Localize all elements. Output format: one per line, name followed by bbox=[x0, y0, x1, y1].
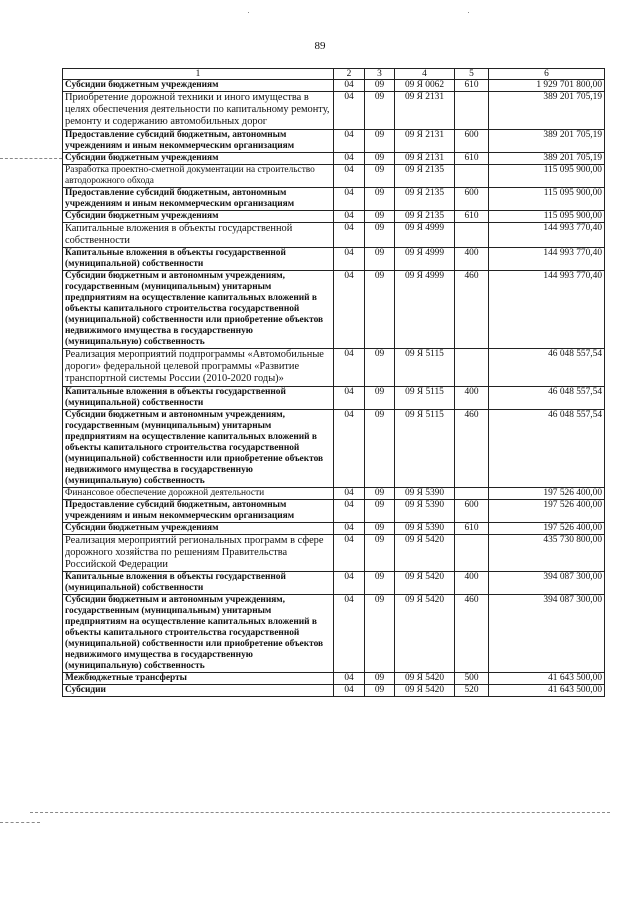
row-value-cell: 09 bbox=[365, 534, 395, 572]
row-value-cell: 09 Я 5420 bbox=[395, 534, 455, 572]
row-value-cell: 04 bbox=[334, 349, 365, 387]
row-value-cell: 09 bbox=[365, 386, 395, 409]
row-value-cell: 09 Я 5420 bbox=[395, 572, 455, 595]
column-header: 3 bbox=[365, 69, 395, 80]
table-row bbox=[63, 673, 605, 685]
column-header: 6 bbox=[489, 69, 605, 80]
row-name-cell: Предоставление субсидий бюджетным, автономным учреждениям и иным некоммерческим организациям bbox=[63, 499, 334, 522]
table-row bbox=[63, 685, 605, 697]
row-value-cell bbox=[455, 534, 489, 572]
row-name-cell: Субсидии бюджетным и автономным учреждениям, государственным (муниципальным) унитарным предприятиям на осуществление капитальных вложений в объекты капитального строительства государственной (муниципальной) собственности или приобретение объектов недвижимого имущества в государственную (муниципальную) собственность bbox=[63, 595, 334, 673]
row-value-cell: 09 bbox=[365, 487, 395, 499]
table-row bbox=[63, 210, 605, 222]
row-name-cell: Субсидии бюджетным учреждениям bbox=[63, 210, 334, 222]
row-value-cell: 115 095 900,00 bbox=[489, 187, 605, 210]
scan-dash-line bbox=[0, 822, 40, 823]
row-value-cell: 04 bbox=[334, 80, 365, 92]
row-name-cell: Межбюджетные трансферты bbox=[63, 673, 334, 685]
scan-speck bbox=[248, 12, 249, 13]
row-value-cell: 09 bbox=[365, 271, 395, 349]
row-name-cell: Капитальные вложения в объекты государственной собственности bbox=[63, 222, 334, 247]
row-value-cell: 04 bbox=[334, 164, 365, 187]
row-value-cell: 09 Я 5420 bbox=[395, 595, 455, 673]
row-name-cell: Предоставление субсидий бюджетным, автономным учреждениям и иным некоммерческим организациям bbox=[63, 187, 334, 210]
table-row bbox=[63, 487, 605, 499]
row-name-cell: Капитальные вложения в объекты государственной (муниципальной) собственности bbox=[63, 386, 334, 409]
table-row bbox=[63, 92, 605, 130]
row-name-cell: Субсидии бюджетным учреждениям bbox=[63, 80, 334, 92]
row-value-cell: 09 Я 4999 bbox=[395, 248, 455, 271]
column-header: 1 bbox=[63, 69, 334, 80]
row-value-cell: 09 bbox=[365, 210, 395, 222]
row-name-cell: Разработка проектно-сметной документации на строительство автодорожного обхода bbox=[63, 164, 334, 187]
row-value-cell: 394 087 300,00 bbox=[489, 572, 605, 595]
row-value-cell: 394 087 300,00 bbox=[489, 595, 605, 673]
row-value-cell bbox=[455, 92, 489, 130]
row-value-cell: 09 bbox=[365, 409, 395, 487]
row-value-cell: 460 bbox=[455, 409, 489, 487]
row-value-cell: 500 bbox=[455, 673, 489, 685]
row-value-cell: 04 bbox=[334, 499, 365, 522]
row-value-cell: 04 bbox=[334, 187, 365, 210]
scan-dash-line bbox=[30, 812, 610, 813]
row-value-cell: 09 bbox=[365, 129, 395, 152]
row-value-cell: 389 201 705,19 bbox=[489, 152, 605, 164]
table-row bbox=[63, 349, 605, 387]
row-value-cell: 389 201 705,19 bbox=[489, 129, 605, 152]
row-value-cell: 600 bbox=[455, 499, 489, 522]
table-row bbox=[63, 572, 605, 595]
row-name-cell: Субсидии бюджетным и автономным учреждениям, государственным (муниципальным) унитарным предприятиям на осуществление капитальных вложений в объекты капитального строительства государственной (муниципальной) собственности или приобретение объектов недвижимого имущества в государственную (муниципальную) собственность bbox=[63, 271, 334, 349]
row-value-cell: 09 bbox=[365, 572, 395, 595]
row-value-cell: 04 bbox=[334, 210, 365, 222]
table-row bbox=[63, 595, 605, 673]
row-value-cell bbox=[455, 487, 489, 499]
column-header: 2 bbox=[334, 69, 365, 80]
row-value-cell: 144 993 770,40 bbox=[489, 271, 605, 349]
row-value-cell: 435 730 800,00 bbox=[489, 534, 605, 572]
row-value-cell: 04 bbox=[334, 572, 365, 595]
row-value-cell: 610 bbox=[455, 522, 489, 534]
row-value-cell: 600 bbox=[455, 129, 489, 152]
row-value-cell: 09 Я 5390 bbox=[395, 499, 455, 522]
table-row bbox=[63, 248, 605, 271]
row-value-cell: 46 048 557,54 bbox=[489, 386, 605, 409]
row-value-cell: 04 bbox=[334, 129, 365, 152]
row-value-cell: 09 bbox=[365, 685, 395, 697]
row-value-cell: 09 Я 2135 bbox=[395, 164, 455, 187]
row-value-cell: 09 Я 2135 bbox=[395, 210, 455, 222]
scan-dash-line bbox=[0, 158, 62, 159]
row-value-cell: 09 bbox=[365, 187, 395, 210]
row-value-cell: 46 048 557,54 bbox=[489, 349, 605, 387]
row-name-cell: Субсидии бюджетным и автономным учреждениям, государственным (муниципальным) унитарным предприятиям на осуществление капитальных вложений в объекты капитального строительства государственной (муниципальной) собственности или приобретение объектов недвижимого имущества в государственную (муниципальную) собственность bbox=[63, 409, 334, 487]
row-value-cell: 04 bbox=[334, 386, 365, 409]
row-value-cell: 04 bbox=[334, 595, 365, 673]
row-value-cell: 04 bbox=[334, 409, 365, 487]
row-name-cell: Капитальные вложения в объекты государственной (муниципальной) собственности bbox=[63, 248, 334, 271]
row-value-cell: 400 bbox=[455, 248, 489, 271]
row-value-cell: 09 bbox=[365, 80, 395, 92]
row-value-cell: 460 bbox=[455, 271, 489, 349]
row-value-cell: 610 bbox=[455, 152, 489, 164]
table-row bbox=[63, 222, 605, 247]
row-value-cell: 400 bbox=[455, 572, 489, 595]
row-name-cell: Реализация мероприятий региональных программ в сфере дорожного хозяйства по решениям Правительства Российской Федерации bbox=[63, 534, 334, 572]
row-value-cell: 41 643 500,00 bbox=[489, 685, 605, 697]
row-name-cell: Приобретение дорожной техники и иного имущества в целях обеспечения деятельности по капитальному ремонту, ремонту и содержанию автомобильных дорог bbox=[63, 92, 334, 130]
header-row bbox=[63, 69, 605, 80]
row-value-cell: 400 bbox=[455, 386, 489, 409]
row-value-cell: 09 Я 5390 bbox=[395, 487, 455, 499]
row-value-cell: 09 bbox=[365, 92, 395, 130]
row-value-cell: 09 Я 2135 bbox=[395, 187, 455, 210]
row-value-cell: 04 bbox=[334, 685, 365, 697]
row-value-cell: 197 526 400,00 bbox=[489, 487, 605, 499]
row-value-cell: 04 bbox=[334, 522, 365, 534]
table-row bbox=[63, 409, 605, 487]
table-row bbox=[63, 80, 605, 92]
row-value-cell: 144 993 770,40 bbox=[489, 222, 605, 247]
column-header: 4 bbox=[395, 69, 455, 80]
row-value-cell: 115 095 900,00 bbox=[489, 164, 605, 187]
column-header: 5 bbox=[455, 69, 489, 80]
row-value-cell: 610 bbox=[455, 210, 489, 222]
page-number: 89 bbox=[314, 40, 326, 52]
row-name-cell: Капитальные вложения в объекты государственной (муниципальной) собственности bbox=[63, 572, 334, 595]
table-row bbox=[63, 522, 605, 534]
table-row bbox=[63, 534, 605, 572]
row-value-cell: 09 bbox=[365, 152, 395, 164]
row-value-cell: 04 bbox=[334, 487, 365, 499]
row-value-cell: 04 bbox=[334, 248, 365, 271]
row-value-cell: 09 Я 0062 bbox=[395, 80, 455, 92]
row-value-cell: 09 bbox=[365, 499, 395, 522]
table-row bbox=[63, 187, 605, 210]
row-value-cell: 09 bbox=[365, 349, 395, 387]
row-value-cell: 09 bbox=[365, 595, 395, 673]
row-value-cell: 389 201 705,19 bbox=[489, 92, 605, 130]
row-name-cell: Субсидии бюджетным учреждениям bbox=[63, 152, 334, 164]
row-value-cell: 46 048 557,54 bbox=[489, 409, 605, 487]
table-row bbox=[63, 164, 605, 187]
row-value-cell: 09 Я 5115 bbox=[395, 409, 455, 487]
row-value-cell: 09 bbox=[365, 222, 395, 247]
row-value-cell: 04 bbox=[334, 271, 365, 349]
scan-speck bbox=[468, 12, 469, 13]
row-value-cell: 460 bbox=[455, 595, 489, 673]
row-value-cell: 09 Я 5115 bbox=[395, 386, 455, 409]
table-row bbox=[63, 271, 605, 349]
row-value-cell: 115 095 900,00 bbox=[489, 210, 605, 222]
row-value-cell: 1 929 701 800,00 bbox=[489, 80, 605, 92]
row-value-cell: 09 Я 5115 bbox=[395, 349, 455, 387]
row-value-cell: 09 Я 2131 bbox=[395, 92, 455, 130]
row-value-cell: 09 Я 5420 bbox=[395, 673, 455, 685]
row-value-cell: 09 Я 5390 bbox=[395, 522, 455, 534]
row-value-cell bbox=[455, 164, 489, 187]
table-row bbox=[63, 152, 605, 164]
row-name-cell: Предоставление субсидий бюджетным, автономным учреждениям и иным некоммерческим организациям bbox=[63, 129, 334, 152]
row-value-cell: 09 bbox=[365, 522, 395, 534]
row-value-cell: 04 bbox=[334, 152, 365, 164]
row-value-cell: 197 526 400,00 bbox=[489, 522, 605, 534]
row-value-cell bbox=[455, 349, 489, 387]
row-value-cell: 610 bbox=[455, 80, 489, 92]
row-value-cell: 09 Я 5420 bbox=[395, 685, 455, 697]
table-row bbox=[63, 499, 605, 522]
row-name-cell: Реализация мероприятий подпрограммы «Автомобильные дороги» федеральной целевой программы «Развитие транспортной системы России (2010-2020 годы)» bbox=[63, 349, 334, 387]
row-name-cell: Субсидии bbox=[63, 685, 334, 697]
row-value-cell: 04 bbox=[334, 534, 365, 572]
table-row bbox=[63, 129, 605, 152]
budget-table bbox=[62, 68, 605, 697]
row-value-cell: 197 526 400,00 bbox=[489, 499, 605, 522]
row-value-cell: 09 Я 4999 bbox=[395, 271, 455, 349]
row-value-cell: 144 993 770,40 bbox=[489, 248, 605, 271]
row-value-cell: 04 bbox=[334, 222, 365, 247]
row-name-cell: Финансовое обеспечение дорожной деятельности bbox=[63, 487, 334, 499]
row-value-cell: 09 Я 4999 bbox=[395, 222, 455, 247]
row-name-cell: Субсидии бюджетным учреждениям bbox=[63, 522, 334, 534]
row-value-cell: 41 643 500,00 bbox=[489, 673, 605, 685]
row-value-cell: 09 bbox=[365, 164, 395, 187]
row-value-cell: 09 bbox=[365, 248, 395, 271]
row-value-cell: 04 bbox=[334, 92, 365, 130]
table-row bbox=[63, 386, 605, 409]
row-value-cell: 520 bbox=[455, 685, 489, 697]
row-value-cell: 09 bbox=[365, 673, 395, 685]
row-value-cell bbox=[455, 222, 489, 247]
row-value-cell: 09 Я 2131 bbox=[395, 152, 455, 164]
row-value-cell: 600 bbox=[455, 187, 489, 210]
row-value-cell: 04 bbox=[334, 673, 365, 685]
row-value-cell: 09 Я 2131 bbox=[395, 129, 455, 152]
